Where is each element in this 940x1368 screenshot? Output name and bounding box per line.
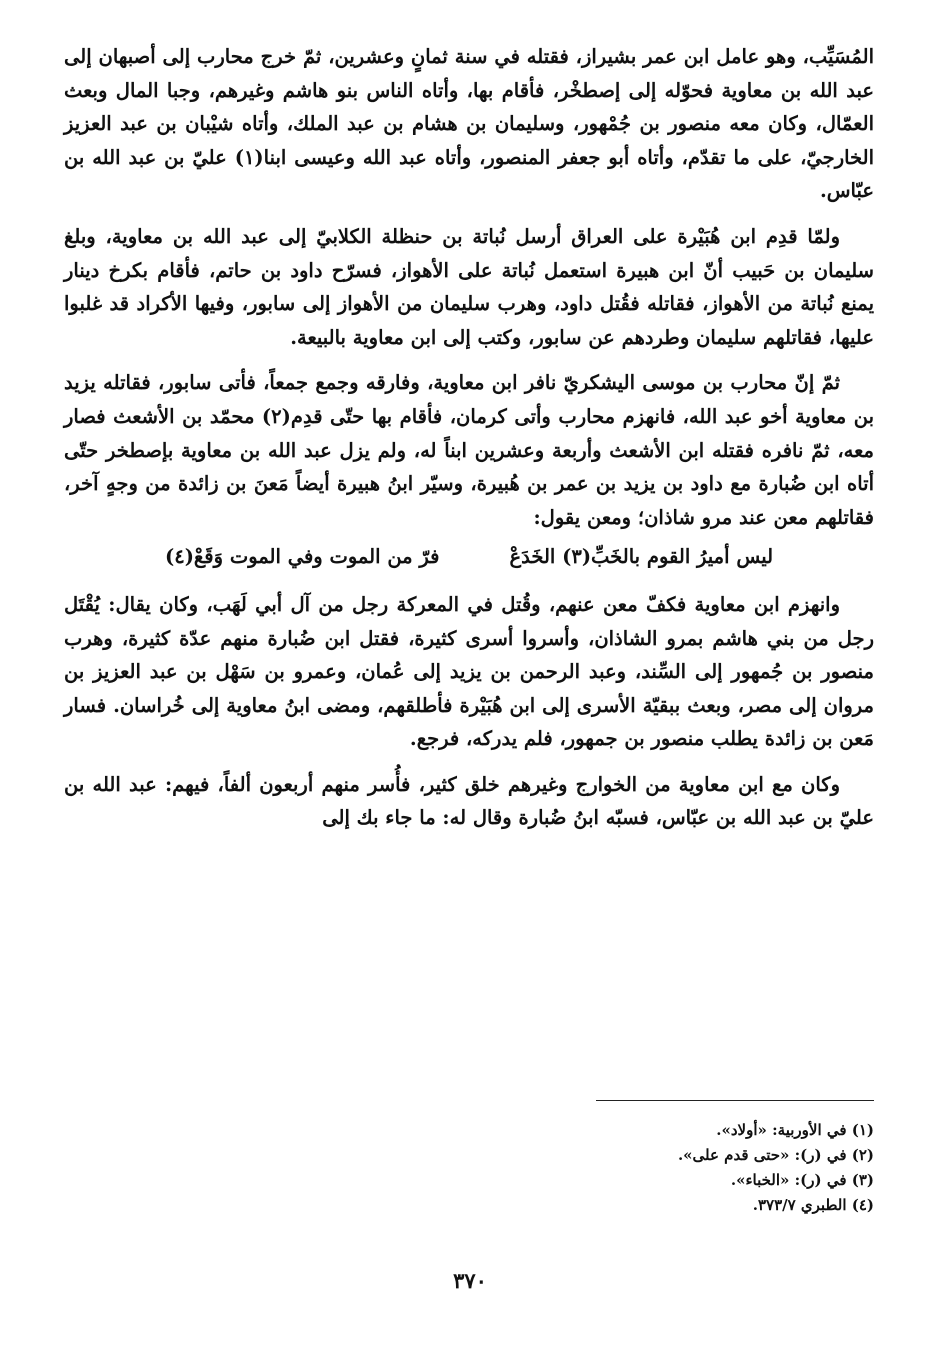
footnote-1: (١) في الأوربية: «أولاد». [716,1121,874,1139]
paragraph-4: وانهزم ابن معاوية فكفّ معن عنهم، وقُتل في المعركة رجل من آل أبي لَهَب، وكان يقال: يُقْتَل رجل من بني هاشم بمرو الشاذان، وأسروا أسرى كثيرة، فقتل ابن ضُبارة منهم عدّة كثيرة، وهرب منصور بن جُمهور إلى السِّند، وعبد الرحمن بن يزيد إلى عُمان، وعمرو بن سَهْل بن عبد العزيز بن مروان إلى مصر، وبعث ببقيّة الأسرى إلى ابن هُبَيْرة فأطلقهم، ومضى ابنُ معاوية إلى خُراسان. فسار مَعن بن زائدة يطلب منصور بن جمهور، فلم يدركه، فرجع. [64,592,874,751]
main-text [64,40,874,847]
paragraph-1: المُسَيِّب، وهو عامل ابن عمر بشيراز، فقتله في سنة ثمانٍ وعشرين، ثمّ خرج محارب إلى أصبهان إلى عبد الله بن معاوية فحوّله إلى إصطخْر، فأقام بها، وأتاه الناس بنو هاشم وغيرهم، وجبا المال وبعث العمّال، وكان معه منصور بن جُمْهور، وسليمان بن هشام بن عبد الملك، وأتاه شيْبان بن عبد العزيز الخارجيّ، على ما تقدّم، وأتاه أبو جعفر المنصور، وأتاه عبد الله وعيسى ابنا(١) عليّ بن عبد الله بن عبّاس. [64,45,874,203]
paragraph-5: وكان مع ابن معاوية من الخوارج وغيرهم خلق كثير، فأُسر منهم أربعون ألفاً، فيهم: عبد الله بن عليّ بن عبد الله بن عبّاس، فسبّه ابنُ ضُبارة وقال له: ما جاء بك إلى [64,772,874,830]
paragraph-2: ولمّا قدِم ابن هُبَيْرة على العراق أرسل نُباتة بن حنظلة الكلابيّ إلى عبد الله بن معاوية، وبلغ سليمان بن حَبيب أنّ ابن هبيرة استعمل نُباتة على الأهواز، فسرّح داود بن حاتم، فأقام بكرخ دينار يمنع نُباتة من الأهواز، فقاتله فقُتل داود، وهرب سليمان من الأهواز إلى سابور، وفيها الأكراد قد غلبوا عليها، فقاتلهم سليمان وطردهم عن سابور، وكتب إلى ابن معاوية بالبيعة. [64,224,874,349]
paragraph-3: ثمّ إنّ محارب بن موسى اليشكريّ نافر ابن معاوية، وفارقه وجمع جمعاً، فأتى سابور، فقاتله يزيد بن معاوية أخو عبد الله، فانهزم محارب وأتى كرمان، فأقام بها حتّى قدِم(٢) محمّد بن الأشعث فصار معه، ثمّ نافره فقتله ابن الأشعث وأربعة وعشرين ابناً له، ولم يزل عبد الله بن معاوية بإصطخر حتّى أتاه ابن ضُبارة مع داود بن يزيد بن عمر بن هُبيرة، وسيّر ابنُ هبيرة أيضاً مَعنَ بن زائدة من وجهٍ آخر، فقاتلهم معن عند مرو شاذان؛ ومعن يقول: [64,371,875,529]
footnote-4: (٤) الطبري ٣٧٣/٧. [752,1196,874,1214]
page-number: ٣٧٠ [453,1268,487,1293]
poetry-verse [64,540,874,574]
verse-first-hemistich: ليس أميرُ القوم بالخَبِّ(٣) الخَدَعْ [509,545,774,569]
verse-second-hemistich: فرّ من الموت وفي الموت وَقَعْ(٤) [164,545,440,569]
footnotes [274,1118,874,1218]
footnote-separator [596,1100,874,1101]
footnote-3: (٣) في (ر): «الخباء». [730,1171,874,1189]
footnote-2: (٢) في (ر): «حتى قدم على». [677,1146,874,1164]
